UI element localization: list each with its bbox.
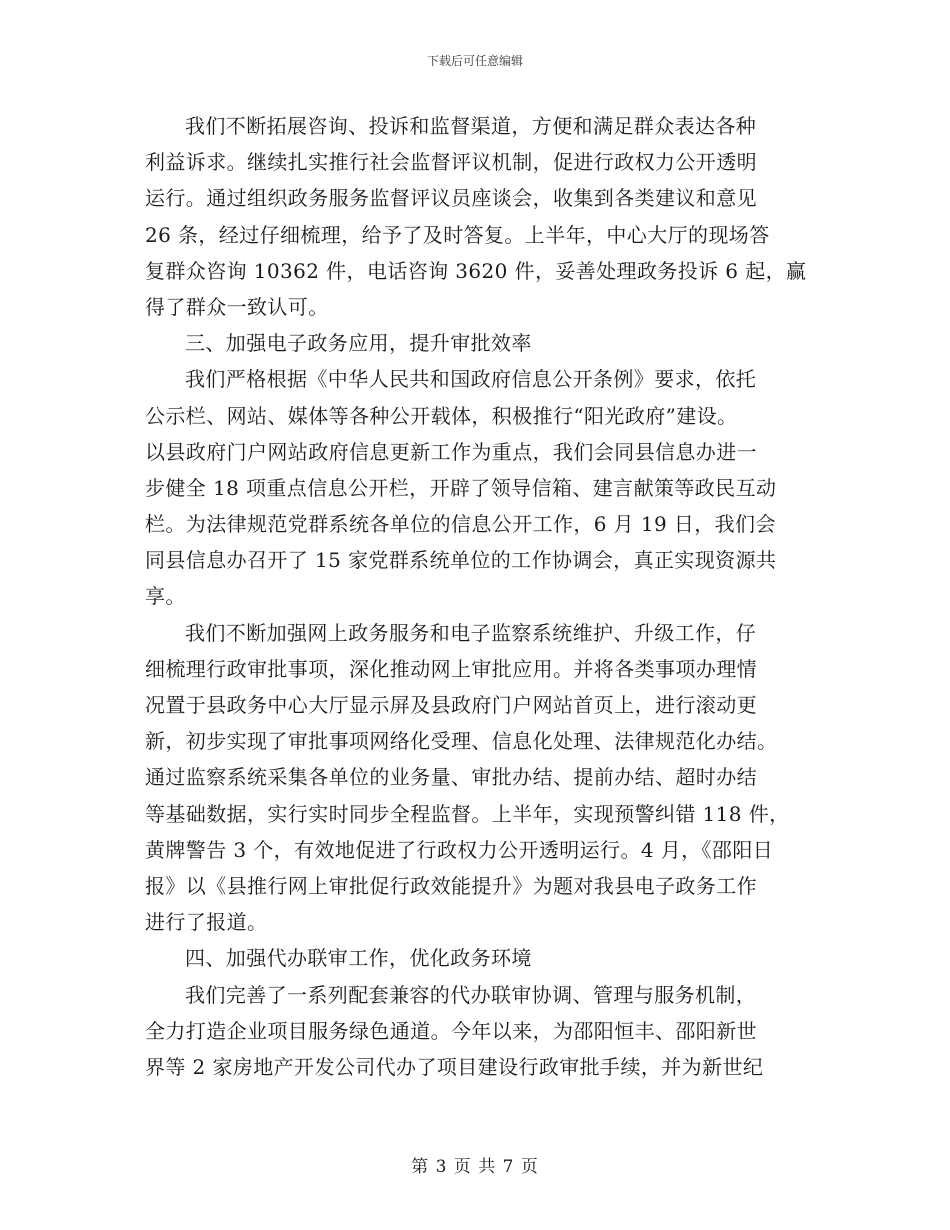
paragraph-line: 细梳理行政审批事项，深化推动网上审批应用。并将各类事项办理情 xyxy=(145,656,757,681)
paragraph-line: 我们不断加强网上政务服务和电子监察系统维护、升级工作，仔 xyxy=(185,620,757,645)
paragraph-line: 我们严格根据《中华人民共和国政府信息公开条例》要求，依托 xyxy=(185,367,757,392)
paragraph-line: 我们不断拓展咨询、投诉和监督渠道，方便和满足群众表达各种 xyxy=(185,114,757,138)
paragraph-line: 报》以《县推行网上审批促行政效能提升》为题对我县电子政务工作 xyxy=(145,873,757,898)
paragraph-line: 公示栏、网站、媒体等各种公开载体，积极推行“阳光政府”建设。 xyxy=(145,403,738,428)
paragraph-line: 栏。为法律规范党群系统各单位的信息公开工作，6 月 19 日，我们会 xyxy=(145,512,776,537)
page-header: 下载后可任意编辑 xyxy=(426,54,523,68)
paragraph-line: 全力打造企业项目服务绿色通道。今年以来，为邵阳恒丰、邵阳新世 xyxy=(145,1018,757,1043)
paragraph-line: 复群众咨询 10362 件，电话咨询 3620 件，妥善处理政务投诉 6 起，赢 xyxy=(145,258,807,283)
paragraph-line: 新，初步实现了审批事项网络化受理、信息化处理、法律规范化办结。 xyxy=(145,729,778,754)
paragraph-line: 况置于县政务中心大厅显示屏及县政府门户网站首页上，进行滚动更 xyxy=(145,693,757,717)
section-heading: 三、加强电子政务应用，提升审批效率 xyxy=(185,331,532,356)
section-heading: 四、加强代办联审工作，优化政务环境 xyxy=(185,946,532,971)
paragraph-line: 界等 2 家房地产开发公司代办了项目建设行政审批手续，并为新世纪 xyxy=(145,1054,764,1079)
page-number-footer: 第 3 页 共 7 页 xyxy=(411,1157,539,1177)
paragraph-line: 进行了报道。 xyxy=(145,910,268,935)
paragraph-line: 得了群众一致认可。 xyxy=(145,294,329,319)
paragraph-line: 享。 xyxy=(145,584,186,609)
paragraph-line: 26 条，经过仔细梳理，给予了及时答复。上半年，中心大厅的现场答 xyxy=(145,222,770,247)
paragraph-line: 步健全 18 项重点信息公开栏，开辟了领导信箱、建言献策等政民互动 xyxy=(145,475,777,500)
paragraph-line: 黄牌警告 3 个，有效地促进了行政权力公开透明运行。4 月，《邵阳日 xyxy=(145,837,774,862)
paragraph-line: 同县信息办召开了 15 家党群系统单位的工作协调会，真正实现资源共 xyxy=(145,548,777,573)
paragraph-line: 以县政府门户网站政府信息更新工作为重点，我们会同县信息办进一 xyxy=(145,439,757,464)
paragraph-line: 通过监察系统采集各单位的业务量、审批办结、提前办结、超时办结 xyxy=(145,765,757,790)
paragraph-line: 运行。通过组织政务服务监督评议员座谈会，收集到各类建议和意见 xyxy=(145,186,757,211)
paragraph-line: 我们完善了一系列配套兼容的代办联审协调、管理与服务机制， xyxy=(185,982,757,1007)
paragraph-line: 利益诉求。继续扎实推行社会监督评议机制，促进行政权力公开透明 xyxy=(145,150,757,175)
paragraph-line: 等基础数据，实行实时同步全程监督。上半年，实现预警纠错 118 件， xyxy=(145,801,790,826)
document-body xyxy=(145,108,805,1085)
